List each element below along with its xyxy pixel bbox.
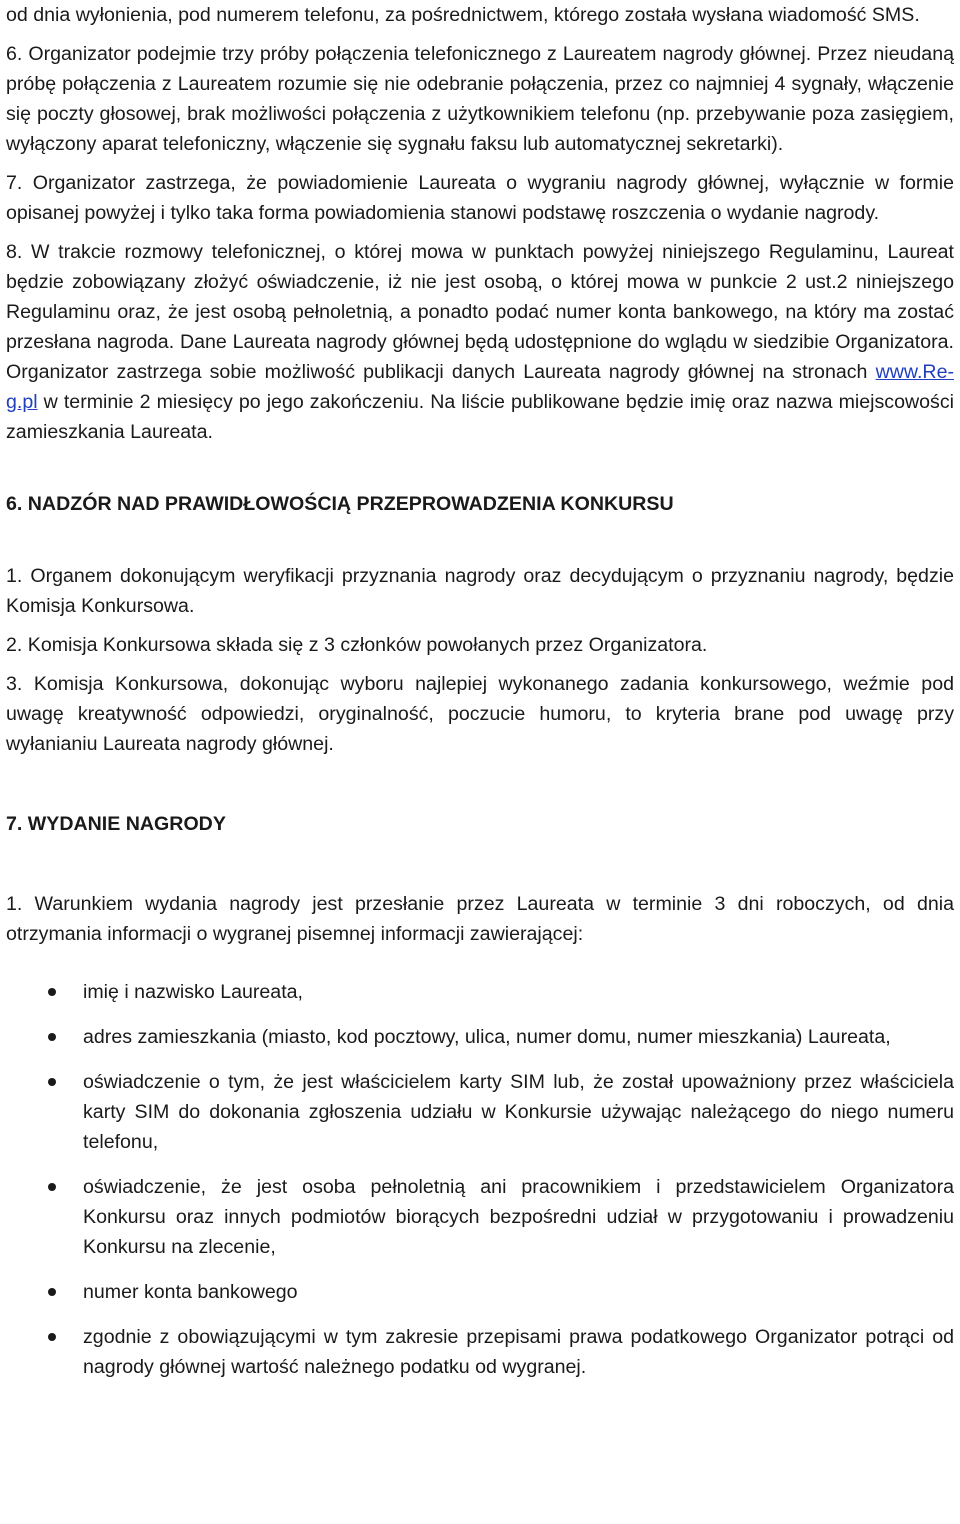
list-item	[6, 1022, 954, 1052]
section-6-point-3: 3. Komisja Konkursowa, dokonując wyboru najlepiej wykonanego zadania konkursowego, weźmie pod uwagę kreatywność odpowiedzi, oryginalność, poczucie humoru, to kryteria brane pod uwagę przy wyłanianiu Laureata nagrody głównej.	[6, 673, 954, 755]
list-item-text: numer konta bankowego	[83, 1281, 298, 1303]
list-item	[6, 1277, 954, 1307]
list-item-text: imię i nazwisko Laureata,	[83, 981, 303, 1003]
section-6-point-2: 2. Komisja Konkursowa składa się z 3 członków powołanych przez Organizatora.	[6, 634, 708, 656]
paragraph-point-7: 7. Organizator zastrzega, że powiadomienie Laureata o wygraniu nagrody głównej, wyłącznie w formie opisanej powyżej i tylko taka forma powiadomienia stanowi podstawę roszczenia o wydanie nagrody.	[6, 172, 954, 224]
bullet-icon	[48, 1078, 56, 1086]
list-item-text: oświadczenie, że jest osoba pełnoletnią ani pracownikiem i przedstawicielem Organizatora Konkursu oraz innych podmiotów biorących bezpośredni udział w przygotowaniu i prowadzeniu Konkursu na zlecenie,	[83, 1176, 954, 1258]
list-item	[6, 977, 954, 1007]
section-6-heading: 6. NADZÓR NAD PRAWIDŁOWOŚCIĄ PRZEPROWADZENIA KONKURSU	[6, 493, 674, 515]
section-6-point-1: 1. Organem dokonującym weryfikacji przyznania nagrody oraz decydującym o przyznaniu nagrody, będzie Komisja Konkursowa.	[6, 565, 954, 617]
bullet-icon	[48, 1033, 56, 1041]
bullet-icon	[48, 988, 56, 996]
point-8-text-after-link: w terminie 2 miesięcy po jego zakończeniu. Na liście publikowane będzie imię oraz nazwa miejscowości zamieszkania Laureata.	[6, 391, 954, 443]
website-link[interactable]: www.Re-g.pl	[6, 361, 954, 413]
required-information-list	[6, 977, 954, 1382]
bullet-icon	[48, 1288, 56, 1296]
section-7-heading: 7. WYDANIE NAGRODY	[6, 813, 226, 835]
section-7-point-1: 1. Warunkiem wydania nagrody jest przesłanie przez Laureata w terminie 3 dni roboczych, od dnia otrzymania informacji o wygranej pisemnej informacji zawierającej:	[6, 893, 954, 945]
paragraph-point-8	[6, 237, 954, 447]
point-8-text-before-link: 8. W trakcie rozmowy telefonicznej, o której mowa w punktach powyżej niniejszego Regulaminu, Laureat będzie zobowiązany złożyć oświadczenie, iż nie jest osobą, o której mowa w punkcie 2 ust.2 niniejszego Regulaminu oraz, że jest osobą pełnoletnią, a ponadto podać numer konta bankowego, na który ma zostać przesłana nagroda. Dane Laureata nagrody głównej będą udostępnione do wglądu w siedzibie Organizatora. Organizator zastrzega sobie możliwość publikacji danych Laureata nagrody głównej na stronach	[6, 241, 954, 383]
list-item	[6, 1322, 954, 1382]
paragraph-point-6: 6. Organizator podejmie trzy próby połączenia telefonicznego z Laureatem nagrody głównej. Przez nieudaną próbę połączenia z Laureatem rozumie się nie odebranie połączenia, przez co najmniej 4 sygnały, włączenie się poczty głosowej, brak możliwości połączenia z użytkownikiem telefonu (np. przebywanie poza zasięgiem, wyłączony aparat telefoniczny, włączenie się sygnału faksu lub automatycznej sekretarki).	[6, 43, 954, 155]
list-item	[6, 1172, 954, 1262]
list-item-text: zgodnie z obowiązującymi w tym zakresie przepisami prawa podatkowego Organizator potrąci od nagrody głównej wartość należnego podatku od wygranej.	[83, 1326, 954, 1378]
bullet-icon	[48, 1183, 56, 1191]
bullet-icon	[48, 1333, 56, 1341]
list-item-text: adres zamieszkania (miasto, kod pocztowy, ulica, numer domu, numer mieszkania) Laureata,	[83, 1026, 891, 1048]
list-item-text: oświadczenie o tym, że jest właścicielem karty SIM lub, że został upoważniony przez właściciela karty SIM do dokonania zgłoszenia udziału w Konkursie używając należącego do niego numeru telefonu,	[83, 1071, 954, 1153]
list-item	[6, 1067, 954, 1157]
paragraph-continuation: od dnia wyłonienia, pod numerem telefonu, za pośrednictwem, którego została wysłana wiadomość SMS.	[6, 4, 920, 26]
